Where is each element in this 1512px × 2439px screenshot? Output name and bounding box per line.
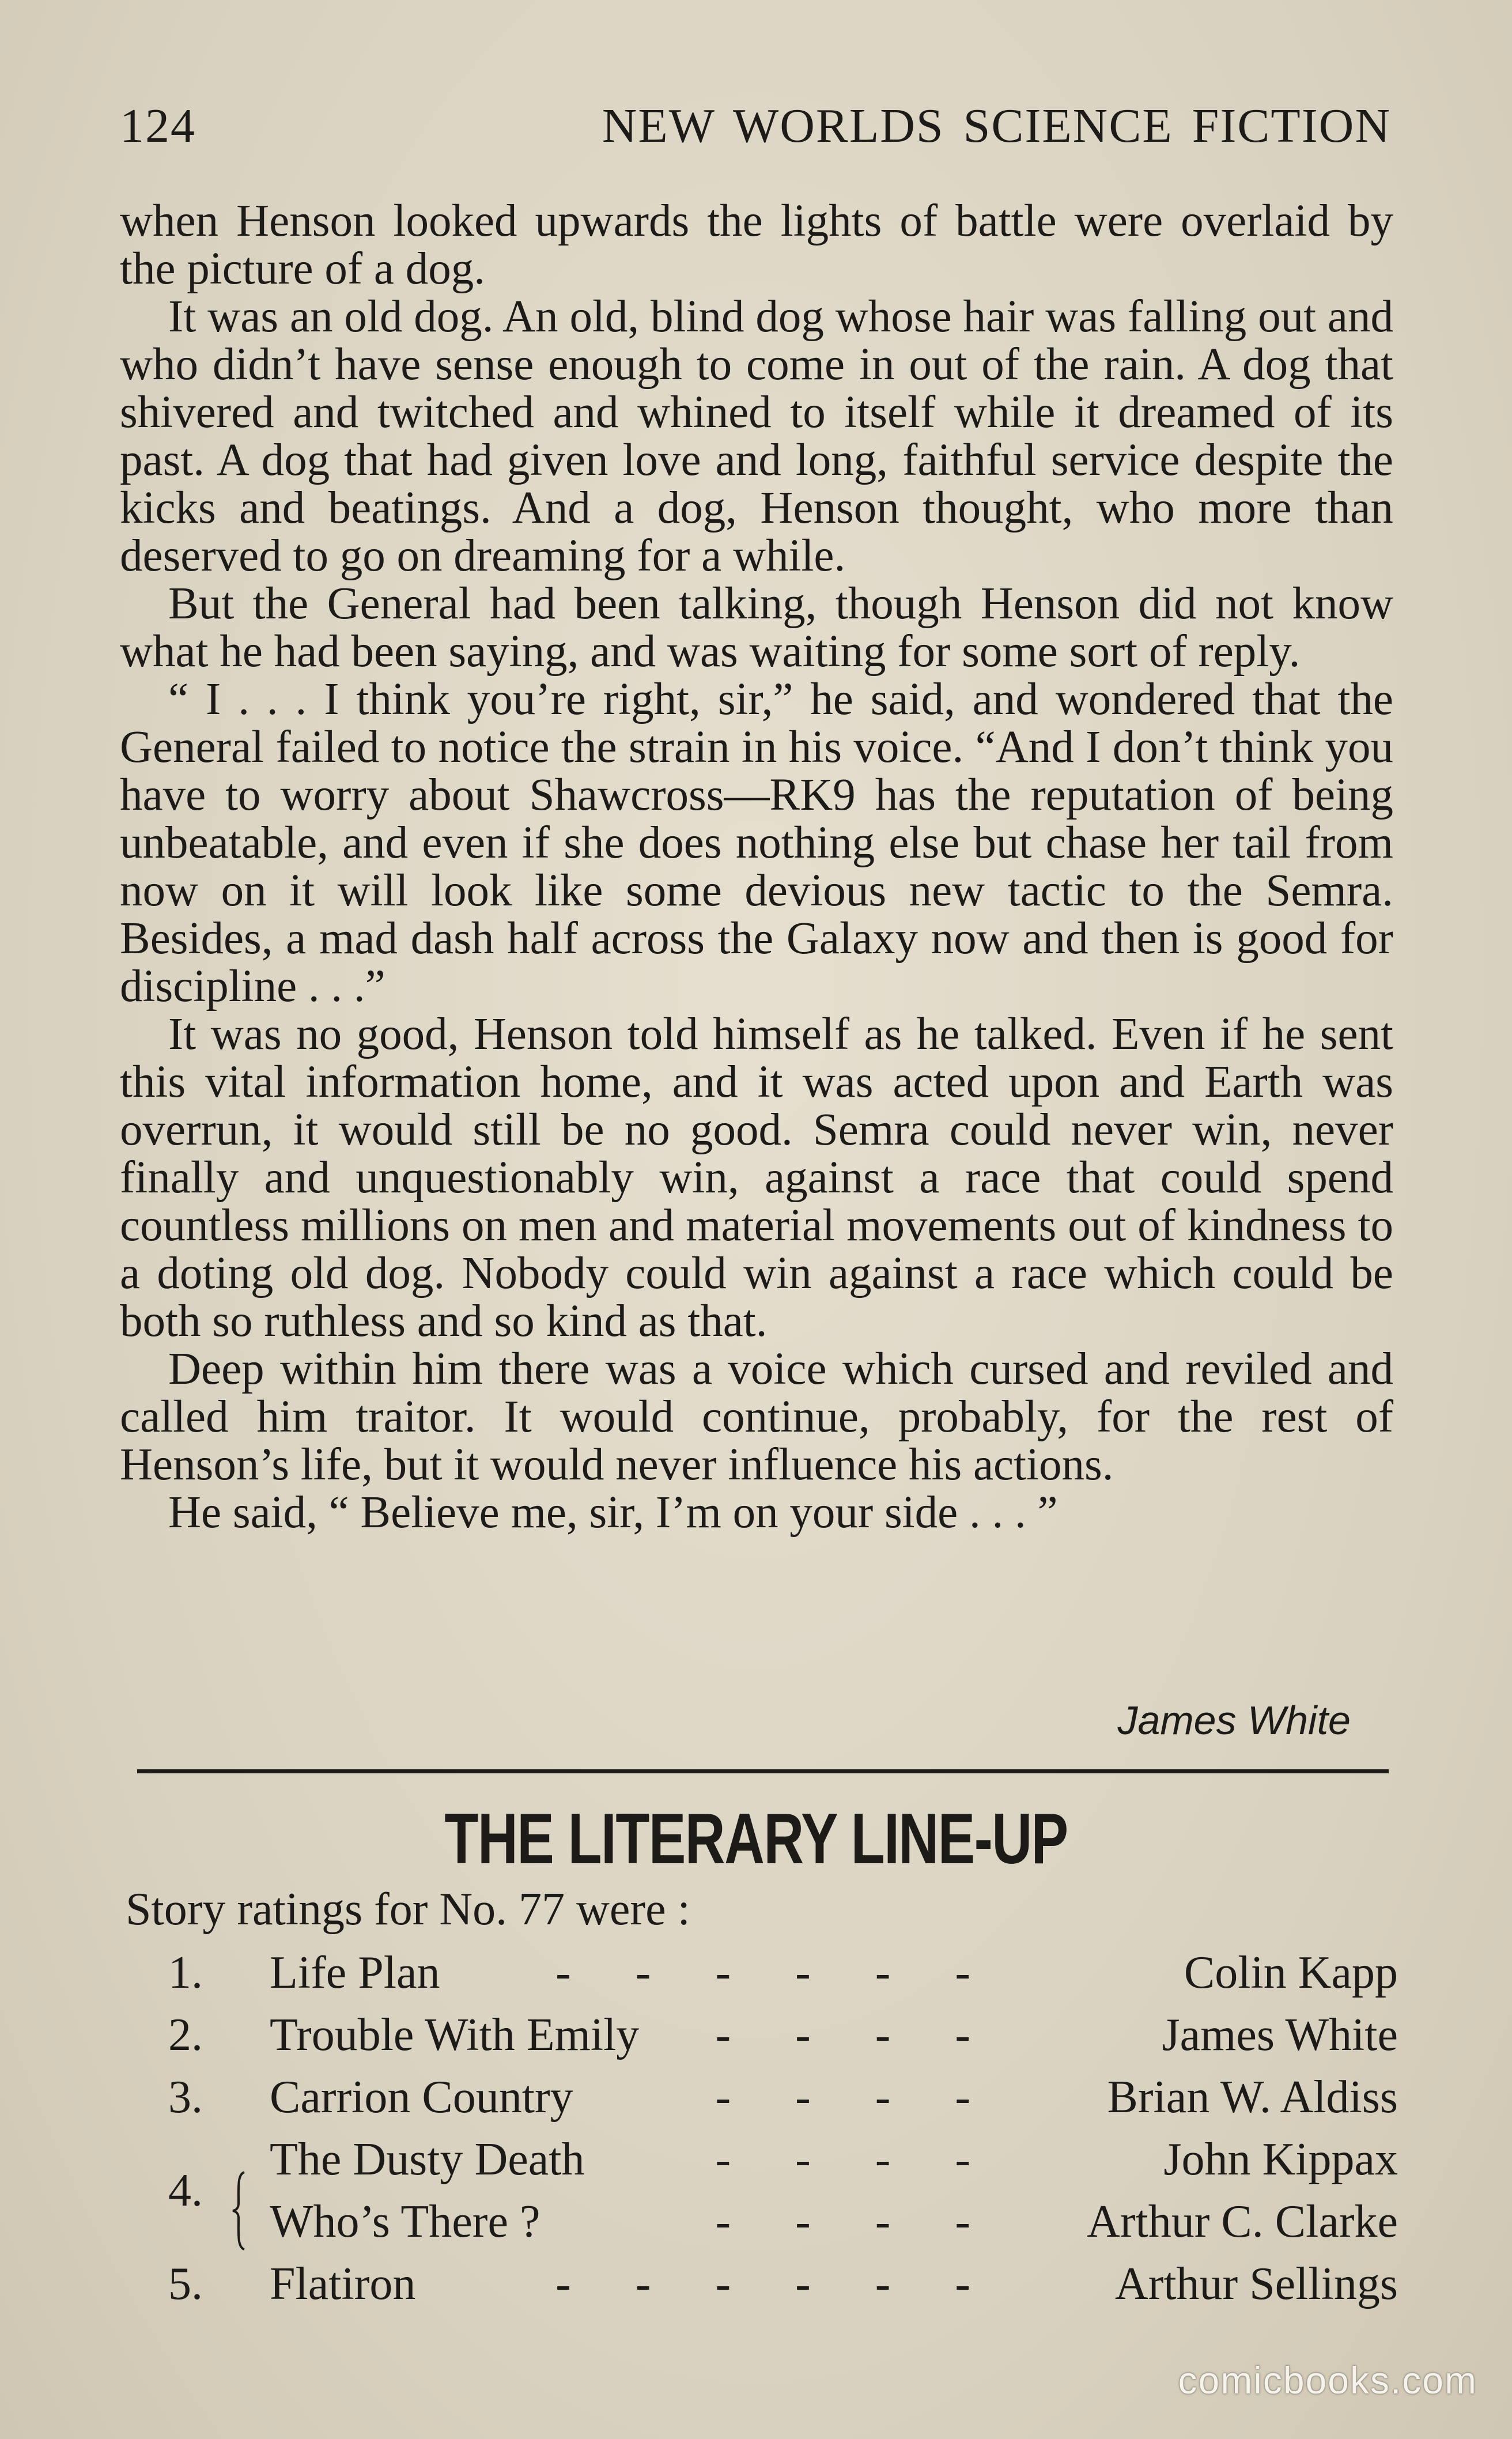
page-number: 124	[120, 99, 196, 153]
rating-rank: 3.	[168, 2072, 203, 2123]
story-paragraph: Deep within him there was a voice which cursed and reviled and called him traitor. It would continue, probably, for the rest of Henson’s life, but it would never influence his actions.	[120, 1344, 1393, 1490]
rating-row	[0, 2009, 1512, 2067]
rating-rank: 4.	[168, 2165, 203, 2216]
rating-row	[0, 1947, 1512, 2004]
story-paragraph: “ I . . . I think you’re right, sir,” he said, and wondered that the General failed to notice the strain in his voice. “And I don’t think you have to worry about Shawcross—RK9 has the reputation of being unbeatable, and even if she does nothing else but chase her tail from now on it will look like some devious new tactic to the Semra. Besides, a mad dash half across the Galaxy now and then is good for discipline . . .”	[120, 674, 1393, 1011]
leader-dashes: - - - -	[715, 2072, 997, 2123]
rating-story-title: Life Plan	[270, 1947, 440, 1998]
rating-story-title: Flatiron	[270, 2259, 416, 2309]
page-header	[120, 98, 1391, 167]
lineup-subtitle: Story ratings for No. 77 were :	[126, 1884, 690, 1935]
tie-brace-icon	[230, 2170, 248, 2252]
leader-dashes: - - - -	[715, 2196, 997, 2247]
story-text	[120, 197, 1393, 1536]
rating-author: Brian W. Aldiss	[1107, 2072, 1398, 2123]
rating-author: John Kippax	[1163, 2134, 1398, 2185]
lineup-heading: THE LITERARY LINE-UP	[444, 1799, 1068, 1879]
story-paragraph: when Henson looked upwards the lights of battle were overlaid by the picture of a dog.	[120, 196, 1393, 294]
source-watermark: comicbooks.com	[1178, 2359, 1477, 2402]
rating-story-title: Who’s There ?	[270, 2196, 540, 2247]
rating-row	[0, 2071, 1512, 2129]
leader-dashes: - - - -	[715, 2134, 997, 2185]
rating-row	[0, 2196, 1512, 2253]
story-paragraph: It was an old dog. An old, blind dog whose hair was falling out and who didn’t have sense enough to come in out of the rain. A dog that shivered and twitched and whined to itself while it dreamed of its past. A dog that had given love and long, faithful service despite the kicks and beatings. And a dog, Henson thought, who more than deserved to go on dreaming for a while.	[120, 292, 1393, 581]
rating-author: James White	[1162, 2010, 1398, 2060]
story-paragraph: He said, “ Believe me, sir, I’m on your side . . . ”	[168, 1487, 1058, 1538]
rating-story-title: Carrion Country	[270, 2072, 573, 2123]
section-divider	[137, 1769, 1389, 1773]
story-author-byline: James White	[1117, 1698, 1351, 1743]
rating-author: Arthur C. Clarke	[1087, 2196, 1398, 2247]
rating-rank: 2.	[168, 2010, 203, 2060]
leader-dashes: - - - - - -	[555, 1947, 997, 1998]
leader-dashes: - - - - - -	[555, 2259, 997, 2309]
rating-rank: 1.	[168, 1947, 203, 1998]
story-paragraph: It was no good, Henson told himself as he talked. Even if he sent this vital information home, and it was acted upon and Earth was overrun, it would still be no good. Semra could never win, never finally and unquestionably win, against a race that could spend countless millions on men and material movements out of kindness to a doting old dog. Nobody could win against a race which could be both so ruthless and so kind as that.	[120, 1009, 1393, 1346]
running-title: NEW WORLDS SCIENCE FICTION	[602, 99, 1391, 153]
rating-rank: 5.	[168, 2259, 203, 2309]
rating-row	[0, 2258, 1512, 2316]
leader-dashes: - - - -	[715, 2010, 997, 2060]
story-paragraph: But the General had been talking, though Henson did not know what he had been saying, and was waiting for some sort of reply.	[120, 579, 1393, 677]
rating-story-title: The Dusty Death	[270, 2134, 585, 2185]
rating-story-title: Trouble With Emily	[270, 2010, 640, 2060]
rating-author: Arthur Sellings	[1114, 2259, 1398, 2309]
rating-author: Colin Kapp	[1184, 1947, 1398, 1998]
